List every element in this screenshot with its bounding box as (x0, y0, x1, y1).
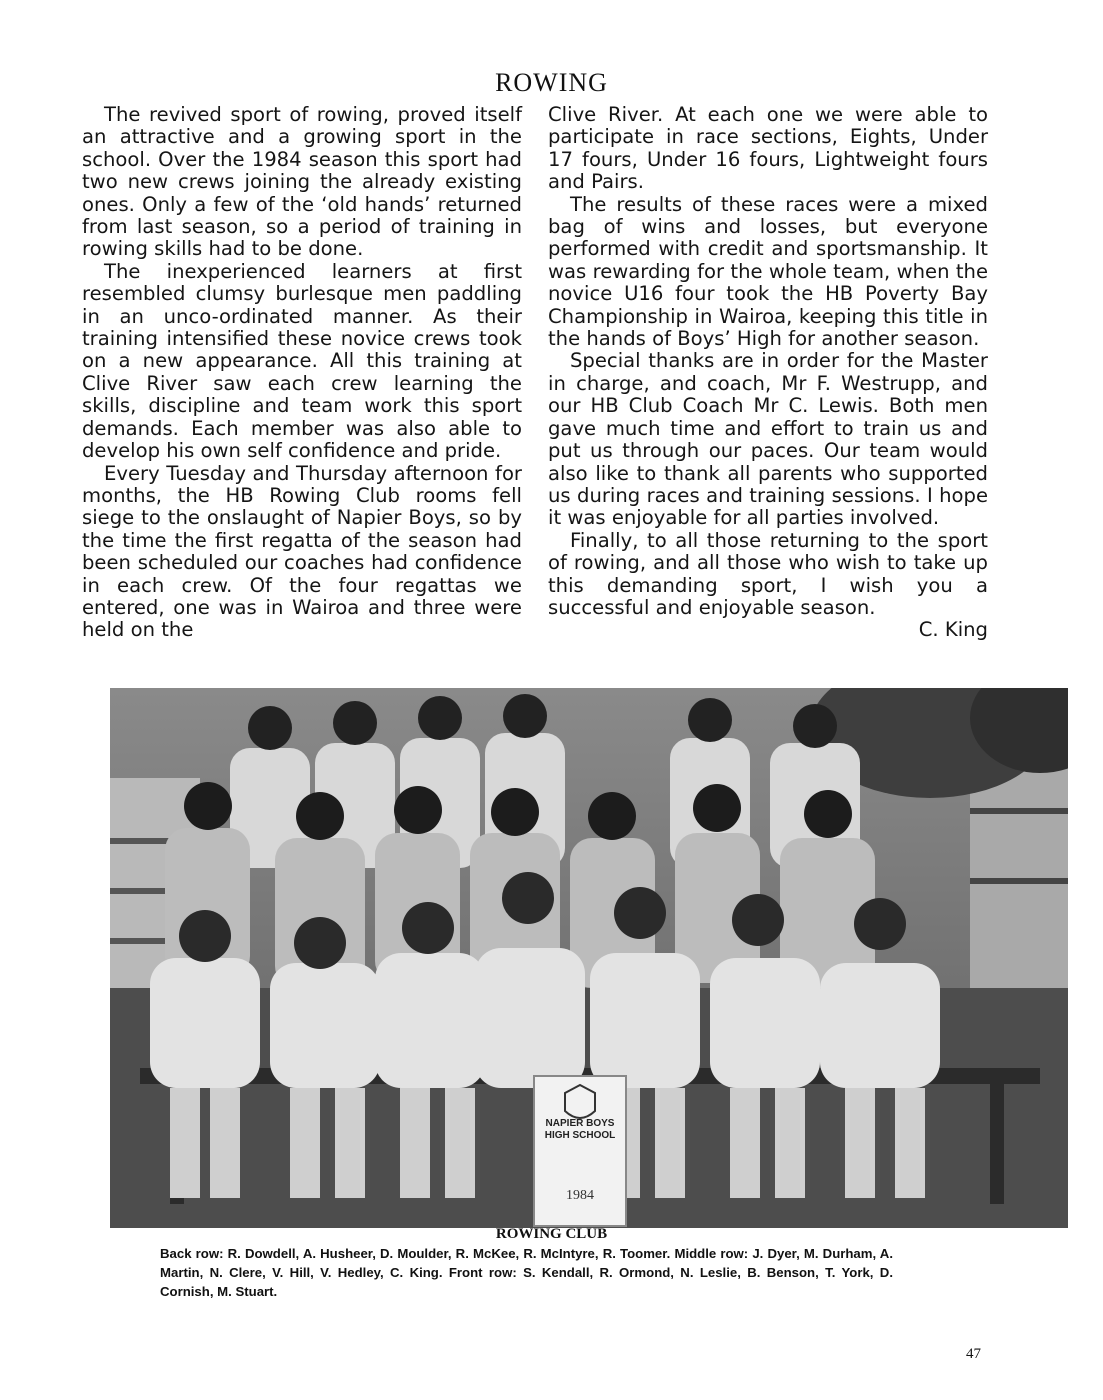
page-number: 47 (966, 1346, 981, 1362)
article-paragraph: The results of these races were a mixed bag of wins and losses, but everyone performed with credit and sportsmanship. It was rewarding for the whole team, when the novice U16 four took the HB Poverty Bay Championship in Wairoa, keeping this title in the hands of Boys’ High for another season. (548, 192, 988, 351)
article-paragraph: Clive River. At each one we were able to participate in race sections, Eights, Under 17 fours, Under 16 fours, Lightweight fours and Pairs. (548, 103, 988, 194)
article-paragraph: The revived sport of rowing, proved itself an attractive and a growing sport in the school. Over the 1984 season this sport had two new crews joining the already existing ones. Only a few of the ‘old hands’ returned from last season, so a period of training in rowing skills had to be done. (82, 103, 522, 261)
team-photo-drawing (110, 688, 1068, 1228)
article-paragraph: Every Tuesday and Thursday afternoon for months, the HB Rowing Club rooms fell siege to the onslaught of Napier Boys, so by the time the first regatta of the season had been scheduled our coaches had confidence in each crew. Of the four regattas we entered, one was in Wairoa and three were held on the (82, 461, 522, 642)
team-photo (110, 688, 1068, 1228)
banner-year-text: 1984 (566, 1188, 594, 1203)
article-paragraph: Special thanks are in order for the Master in charge, and coach, Mr F. Westrupp, and our HB Club Coach Mr C. Lewis. Both men gave much time and effort to train us and put us through our paces. Our team would also like to thank all parents who supported us during races and training sessions. I hope it was enjoyable for all parties involved. (548, 349, 988, 530)
caption-title: ROWING CLUB (495, 1226, 608, 1242)
article-right-column (548, 104, 988, 642)
page-title: ROWING (495, 68, 608, 97)
author-signature: C. King (918, 618, 988, 642)
photo-caption: Back row: R. Dowdell, A. Husheer, D. Moulder, R. McKee, R. McIntyre, R. Toomer. Middle row: J. Dyer, M. Durham, A. Martin, N. Clere, V. Hill, V. Hedley, C. King. Front row: S. Kendall, R. Ormond, N. Leslie, B. Benson, T. York, D. Cornish, M. Stuart. (160, 1246, 893, 1299)
banner-school-text: NAPIER BOYS HIGH SCHOOL (544, 1118, 616, 1141)
article-paragraph: Finally, to all those returning to the sport of rowing, and all those who wish to take up this demanding sport, I wish you a successful and enjoyable season. (548, 528, 988, 619)
article-left-column (82, 104, 522, 642)
article-paragraph: The inexperienced learners at first resembled clumsy burlesque men paddling in an unco-ordinated manner. As their training intensified these novice crews took on a new appearance. All this training at Clive River saw each crew learning the skills, discipline and team work this sport demands. Each member was also able to develop his own self confidence and pride. (82, 259, 522, 463)
